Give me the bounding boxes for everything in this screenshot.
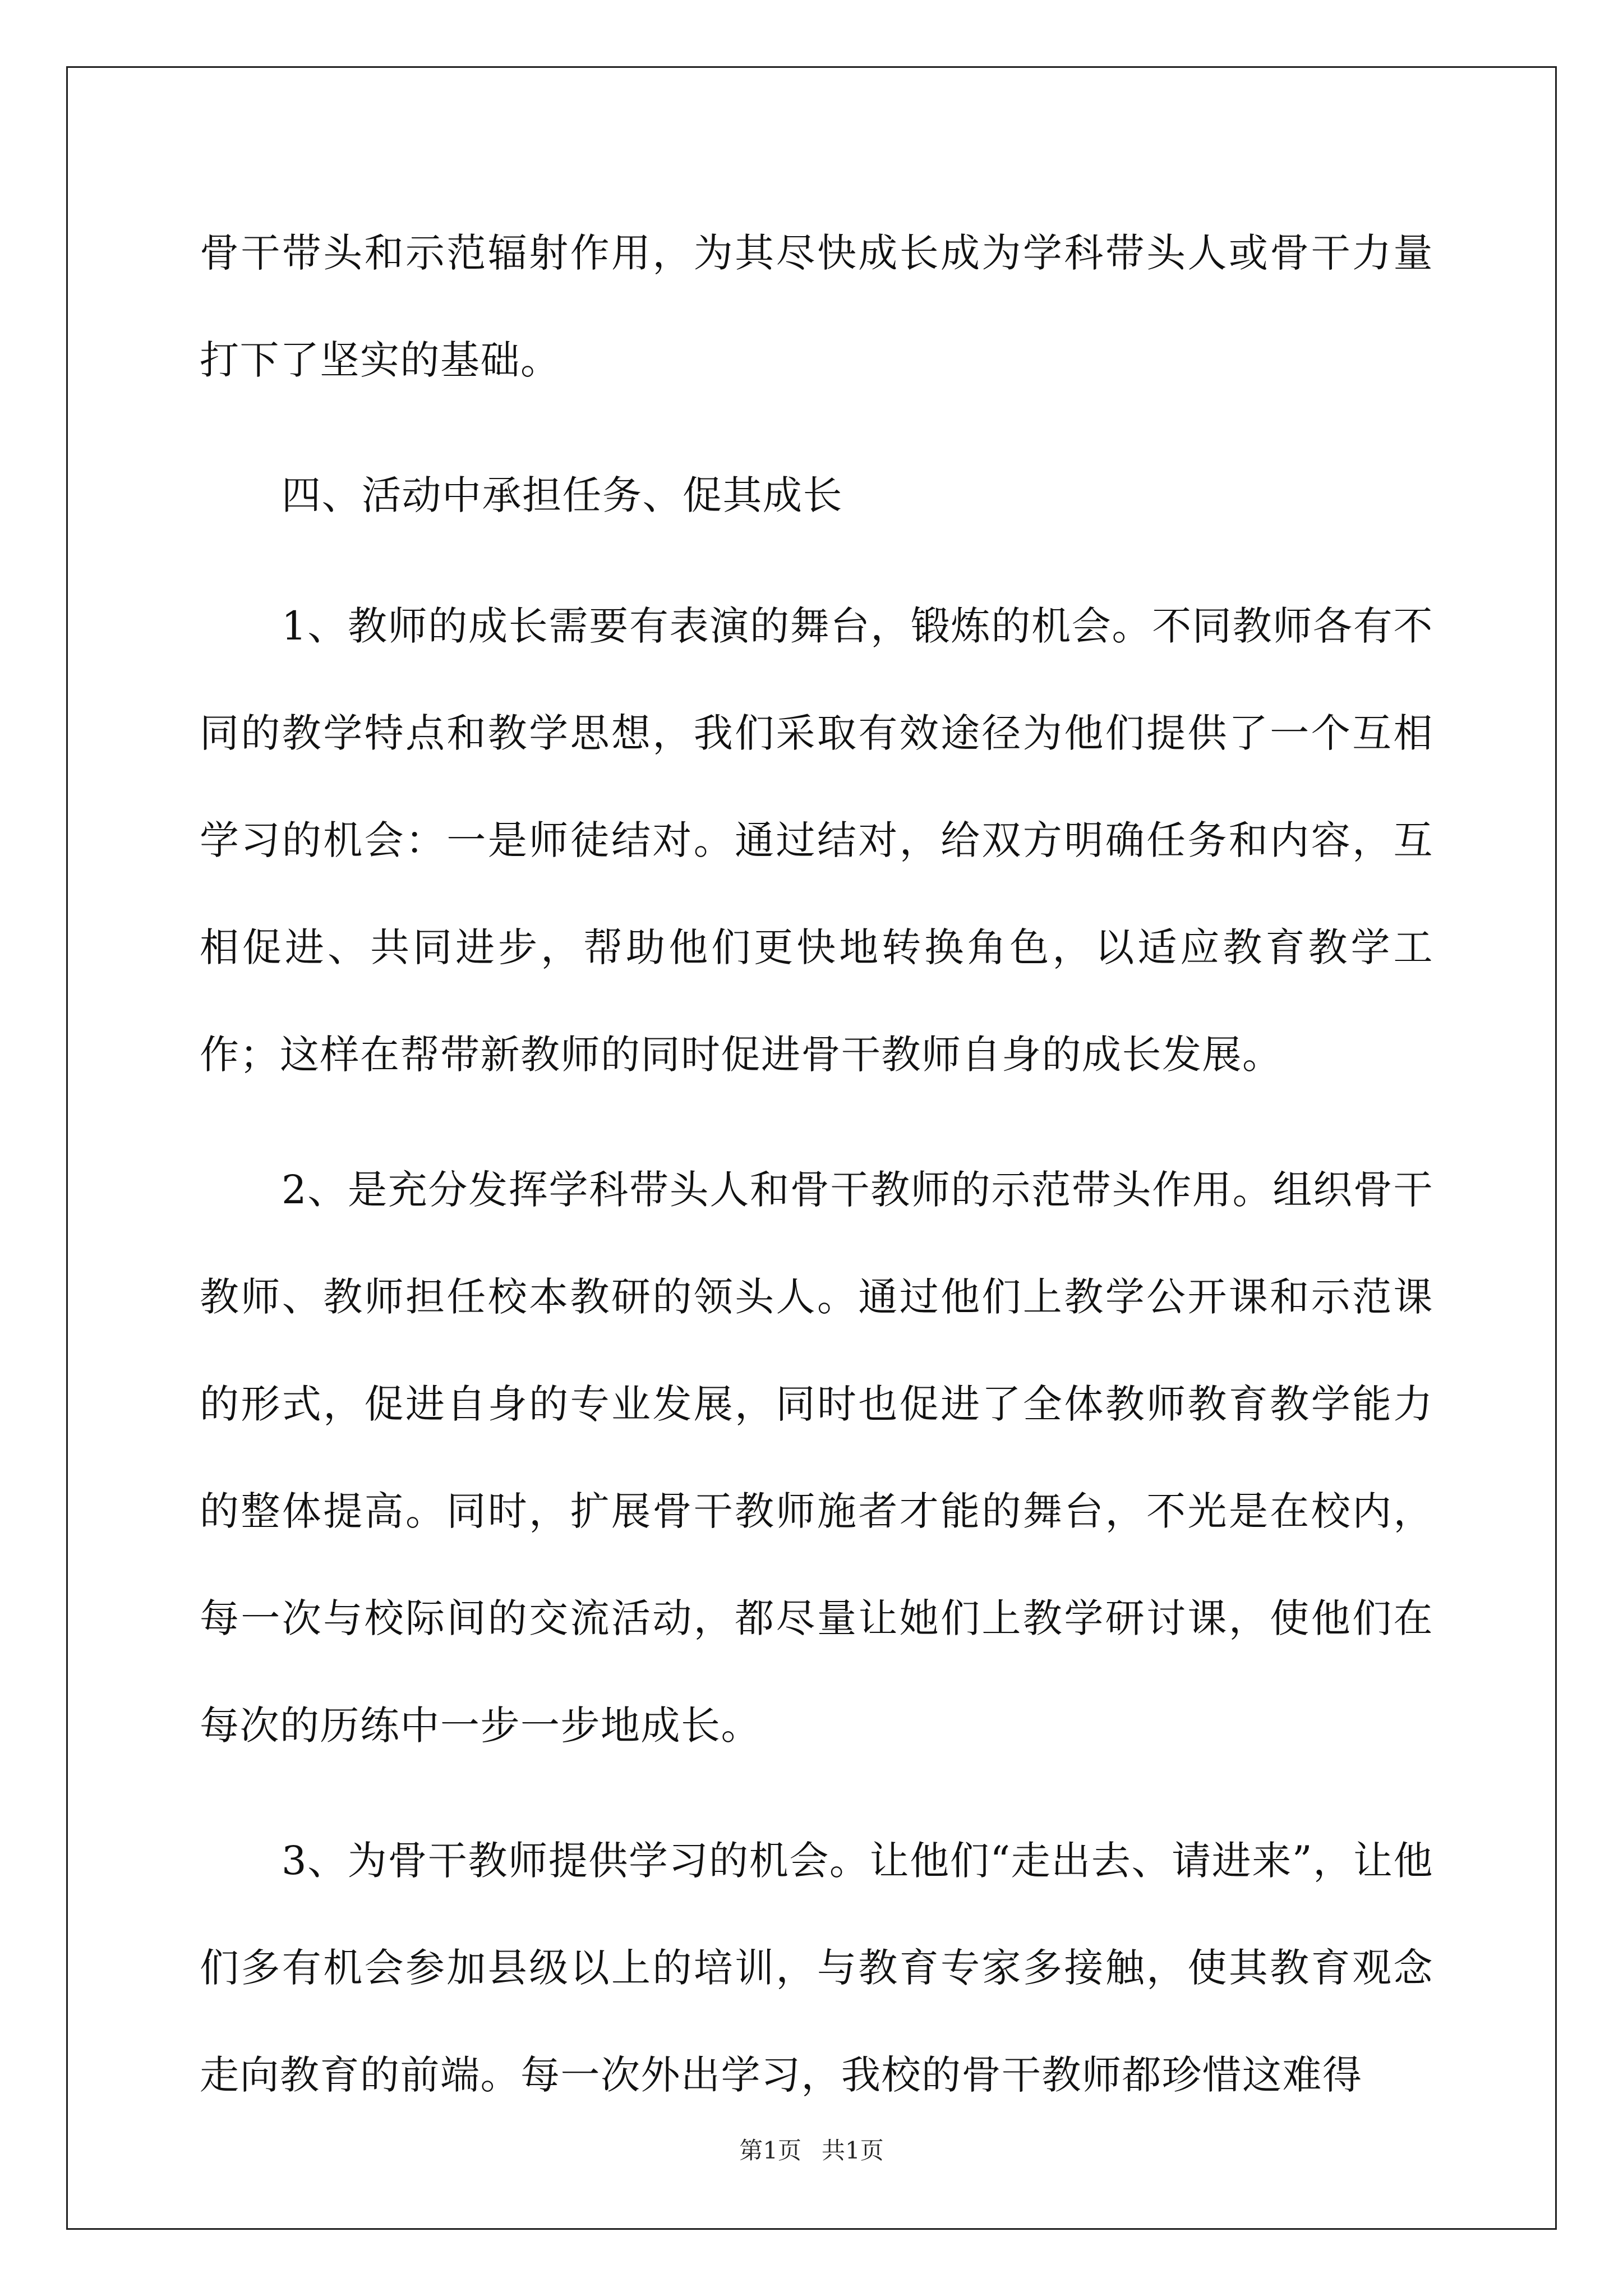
page-footer bbox=[0, 2134, 1623, 2168]
section-heading: 四、活动中承担任务、促其成长 bbox=[282, 472, 843, 518]
paragraph-item-3: 3、为骨干教师提供学习的机会。让他们“走出去、请进来”，让他们多有机会参加县级以上的培训，与教育专家多接触，使其教育观念走向教育的前端。每一次外出学习，我校的骨干教师都珍惜这难得 bbox=[200, 1838, 1433, 2098]
document-body bbox=[200, 200, 1433, 2157]
page-total: 共1页 bbox=[822, 2137, 884, 2164]
page-number: 第1页 bbox=[739, 2137, 801, 2164]
paragraph-item-1: 1、教师的成长需要有表演的舞台，锻炼的机会。不同教师各有不同的教学特点和教学思想，我们采取有效途径为他们提供了一个互相学习的机会：一是师徒结对。通过结对，给双方明确任务和内容，互相促进、共同进步，帮助他们更快地转换角色，以适应教育教学工作；这样在帮带新教师的同时促进骨干教师自身的成长发展。 bbox=[200, 603, 1433, 1078]
paragraph-item-2: 2、是充分发挥学科带头人和骨干教师的示范带头作用。组织骨干教师、教师担任校本教研的领头人。通过他们上教学公开课和示范课的形式，促进自身的专业发展，同时也促进了全体教师教育教学能力的整体提高。同时，扩展骨干教师施者才能的舞台，不光是在校内，每一次与校际间的交流活动，都尽量让她们上教学研讨课，使他们在每次的历练中一步一步地成长。 bbox=[200, 1167, 1433, 1749]
paragraph-continuation: 骨干带头和示范辐射作用，为其尽快成长成为学科带头人或骨干力量打下了坚实的基础。 bbox=[200, 230, 1433, 383]
